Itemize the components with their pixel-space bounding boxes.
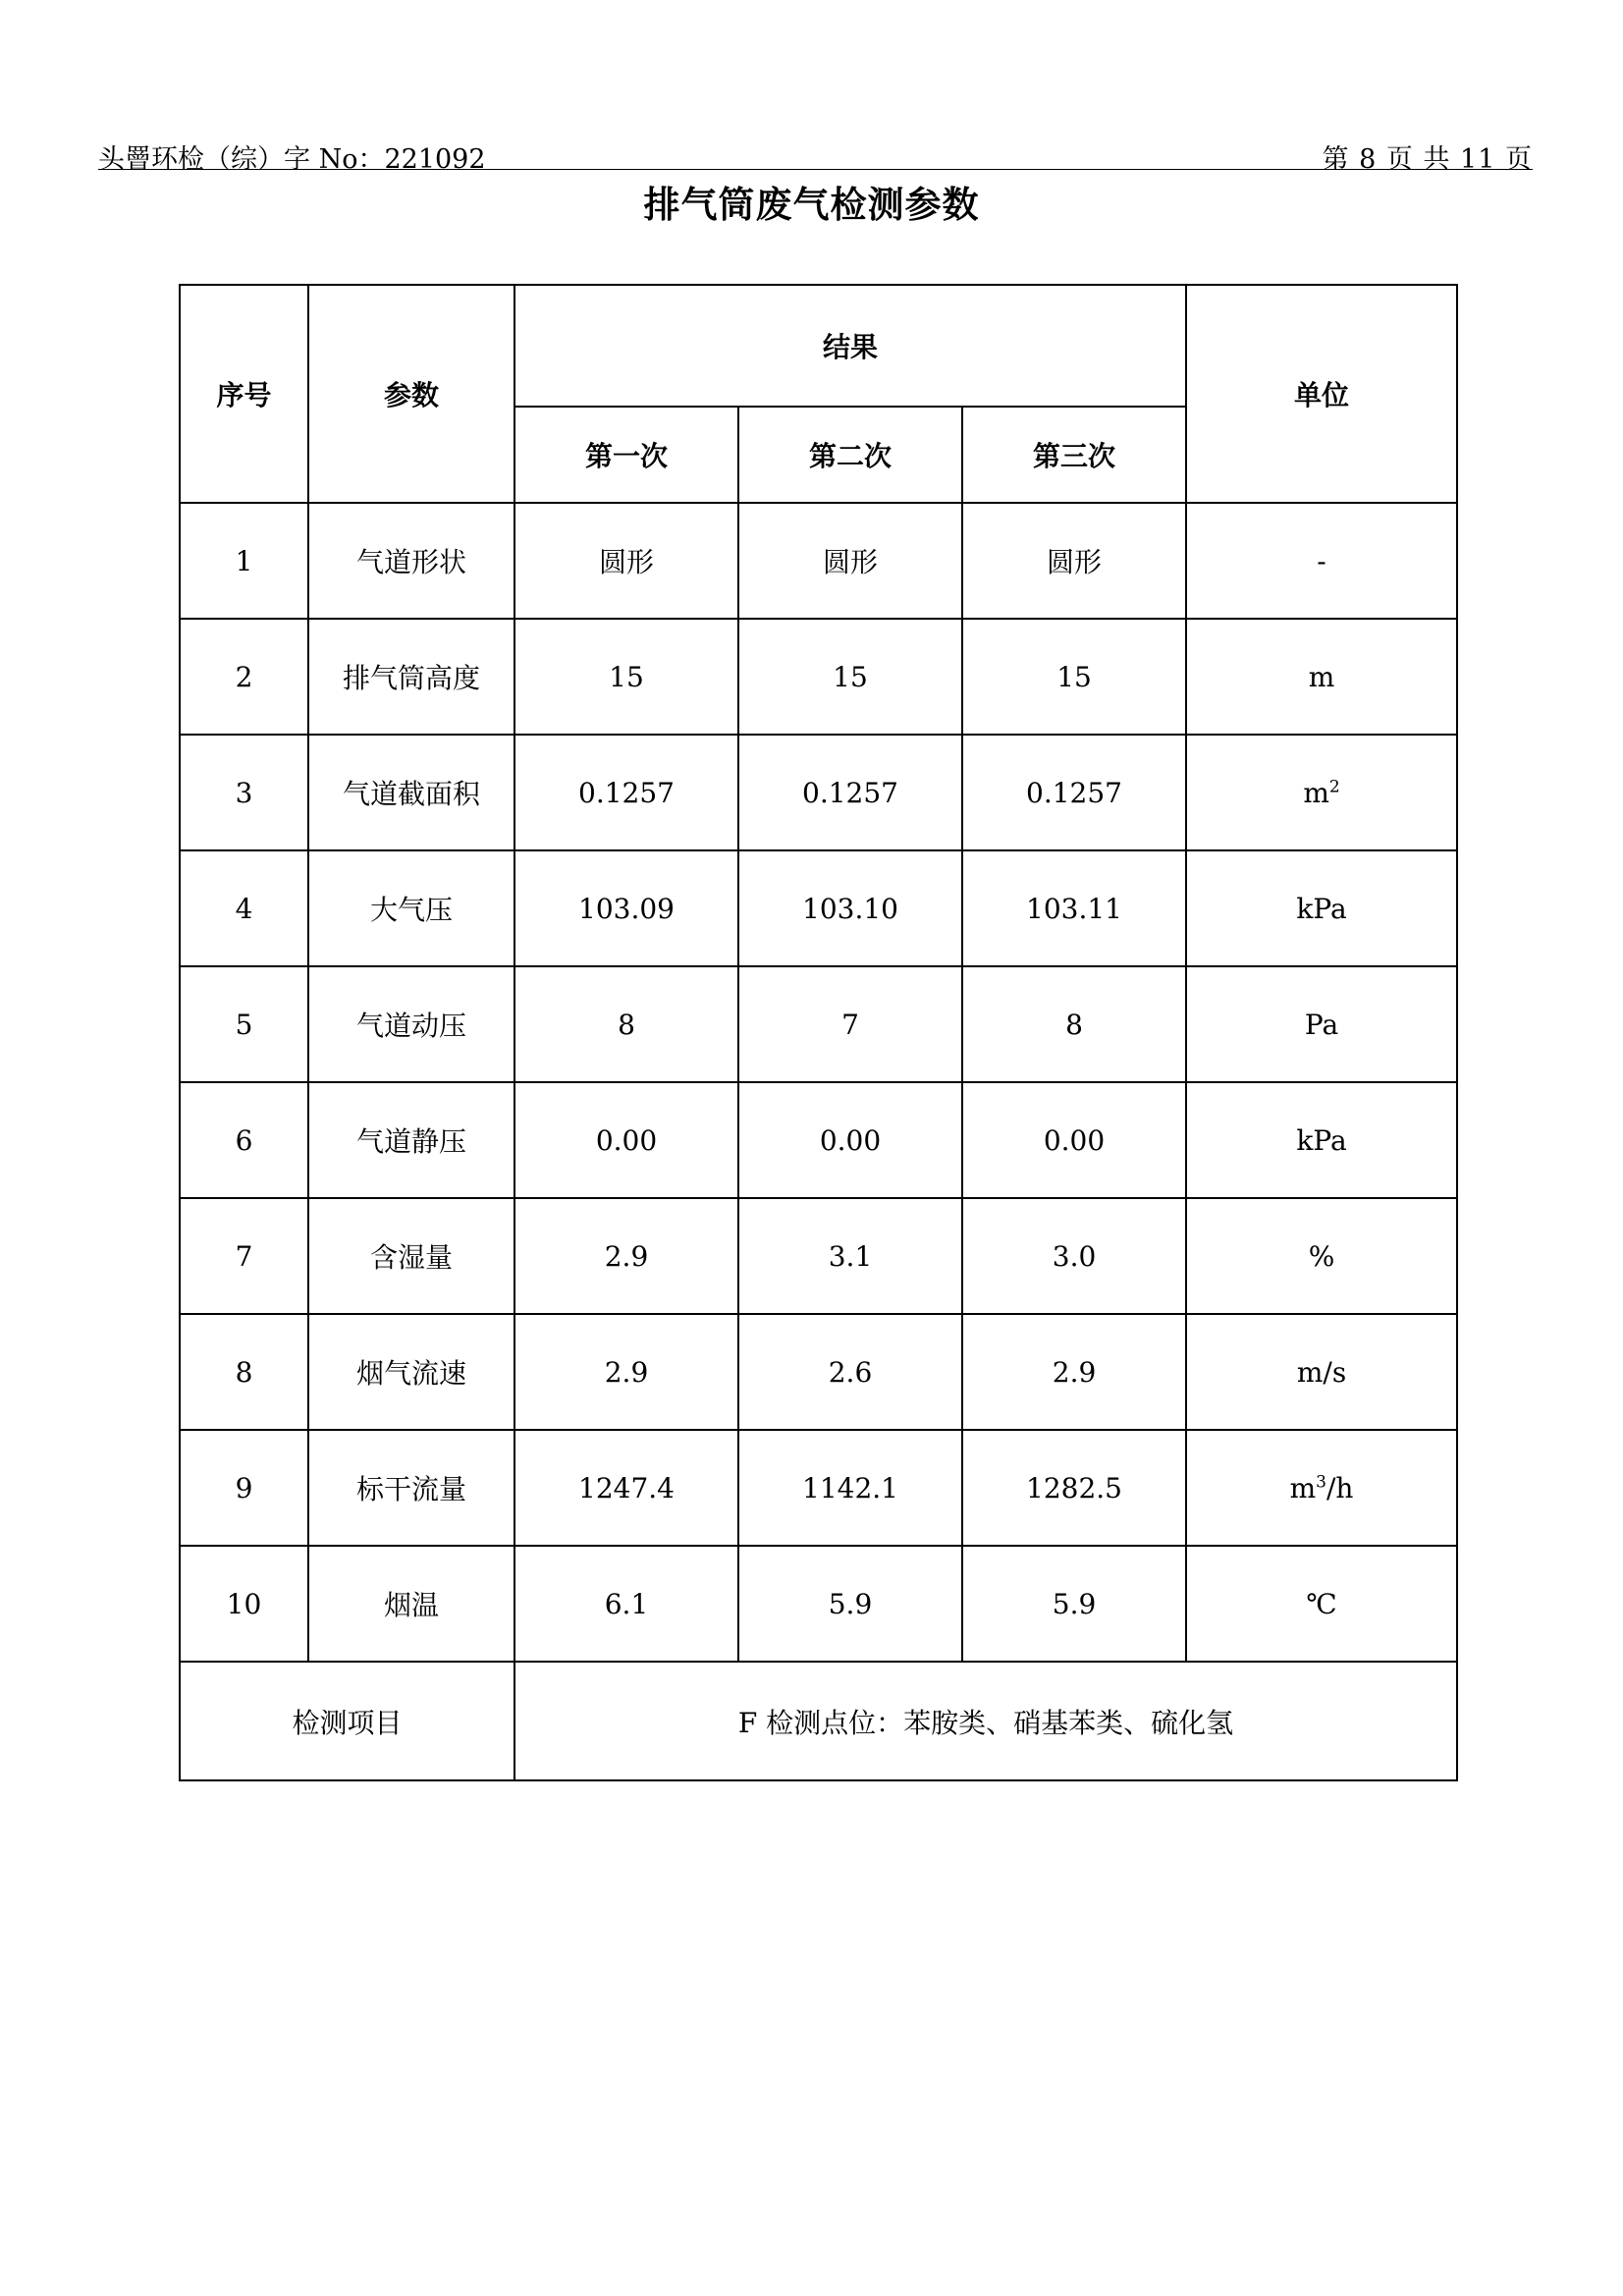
row-value-run-3: 15 [962, 619, 1186, 735]
parameter-table [179, 284, 1458, 1781]
row-unit: kPa [1186, 850, 1457, 966]
table-row [180, 1082, 1457, 1198]
table-row [180, 1314, 1457, 1430]
header-divider [98, 169, 1533, 170]
row-value-run-1: 1247.4 [514, 1430, 738, 1546]
row-unit: ℃ [1186, 1546, 1457, 1662]
row-param: 烟气流速 [308, 1314, 514, 1430]
row-param: 气道静压 [308, 1082, 514, 1198]
row-param: 气道形状 [308, 503, 514, 619]
row-value-run-2: 15 [738, 619, 962, 735]
row-value-run-2: 0.00 [738, 1082, 962, 1198]
page-info: 第 8 页 共 11 页 [1322, 144, 1533, 175]
header-unit: 单位 [1186, 285, 1457, 503]
row-value-run-2: 2.6 [738, 1314, 962, 1430]
row-value-run-2: 圆形 [738, 503, 962, 619]
row-unit: Pa [1186, 966, 1457, 1082]
row-param: 标干流量 [308, 1430, 514, 1546]
row-value-run-1: 0.00 [514, 1082, 738, 1198]
row-value-run-3: 1282.5 [962, 1430, 1186, 1546]
row-value-run-2: 103.10 [738, 850, 962, 966]
table-row [180, 735, 1457, 850]
header-run-1: 第一次 [514, 407, 738, 503]
row-unit: m/s [1186, 1314, 1457, 1430]
row-value-run-1: 6.1 [514, 1546, 738, 1662]
row-value-run-3: 8 [962, 966, 1186, 1082]
table-row [180, 1546, 1457, 1662]
row-param: 气道截面积 [308, 735, 514, 850]
row-param: 含湿量 [308, 1198, 514, 1314]
row-value-run-3: 0.1257 [962, 735, 1186, 850]
footer-row [180, 1662, 1457, 1780]
row-unit: kPa [1186, 1082, 1457, 1198]
report-number: 头罾环检（综）字 No：221092 [98, 144, 486, 175]
unit-base: m [1303, 776, 1329, 809]
row-value-run-1: 2.9 [514, 1314, 738, 1430]
row-value-run-1: 2.9 [514, 1198, 738, 1314]
table-row [180, 1198, 1457, 1314]
row-value-run-3: 5.9 [962, 1546, 1186, 1662]
row-param: 排气筒高度 [308, 619, 514, 735]
header-param: 参数 [308, 285, 514, 503]
unit-tail: /h [1325, 1471, 1354, 1504]
table-row [180, 503, 1457, 619]
header-index: 序号 [180, 285, 308, 503]
row-index: 4 [180, 850, 308, 966]
row-index: 10 [180, 1546, 308, 1662]
row-value-run-2: 0.1257 [738, 735, 962, 850]
row-unit: - [1186, 503, 1457, 619]
row-value-run-3: 3.0 [962, 1198, 1186, 1314]
row-index: 5 [180, 966, 308, 1082]
table-row [180, 850, 1457, 966]
row-index: 9 [180, 1430, 308, 1546]
row-unit [1186, 735, 1457, 850]
unit-superscript: 3 [1316, 1472, 1326, 1493]
row-value-run-1: 15 [514, 619, 738, 735]
header-run-3: 第三次 [962, 407, 1186, 503]
row-index: 6 [180, 1082, 308, 1198]
row-param: 大气压 [308, 850, 514, 966]
table-row [180, 1430, 1457, 1546]
row-value-run-1: 8 [514, 966, 738, 1082]
row-unit: % [1186, 1198, 1457, 1314]
table-row [180, 619, 1457, 735]
row-value-run-2: 5.9 [738, 1546, 962, 1662]
row-value-run-2: 7 [738, 966, 962, 1082]
row-value-run-1: 103.09 [514, 850, 738, 966]
row-value-run-2: 3.1 [738, 1198, 962, 1314]
row-index: 3 [180, 735, 308, 850]
row-index: 7 [180, 1198, 308, 1314]
header-run-2: 第二次 [738, 407, 962, 503]
row-index: 8 [180, 1314, 308, 1430]
row-value-run-3: 2.9 [962, 1314, 1186, 1430]
row-param: 气道动压 [308, 966, 514, 1082]
footer-label: 检测项目 [180, 1662, 514, 1780]
row-value-run-1: 圆形 [514, 503, 738, 619]
row-value-run-3: 103.11 [962, 850, 1186, 966]
row-index: 1 [180, 503, 308, 619]
row-value-run-2: 1142.1 [738, 1430, 962, 1546]
unit-superscript: 2 [1328, 777, 1340, 797]
page-title: 排气筒废气检测参数 [643, 184, 980, 226]
footer-value: F 检测点位：苯胺类、硝基苯类、硫化氢 [514, 1662, 1457, 1780]
row-value-run-1: 0.1257 [514, 735, 738, 850]
row-unit: m [1186, 619, 1457, 735]
table-row [180, 966, 1457, 1082]
unit-base: m [1289, 1471, 1317, 1504]
row-param: 烟温 [308, 1546, 514, 1662]
header-result: 结果 [514, 285, 1186, 407]
row-value-run-3: 0.00 [962, 1082, 1186, 1198]
row-unit [1186, 1430, 1457, 1546]
row-index: 2 [180, 619, 308, 735]
row-value-run-3: 圆形 [962, 503, 1186, 619]
